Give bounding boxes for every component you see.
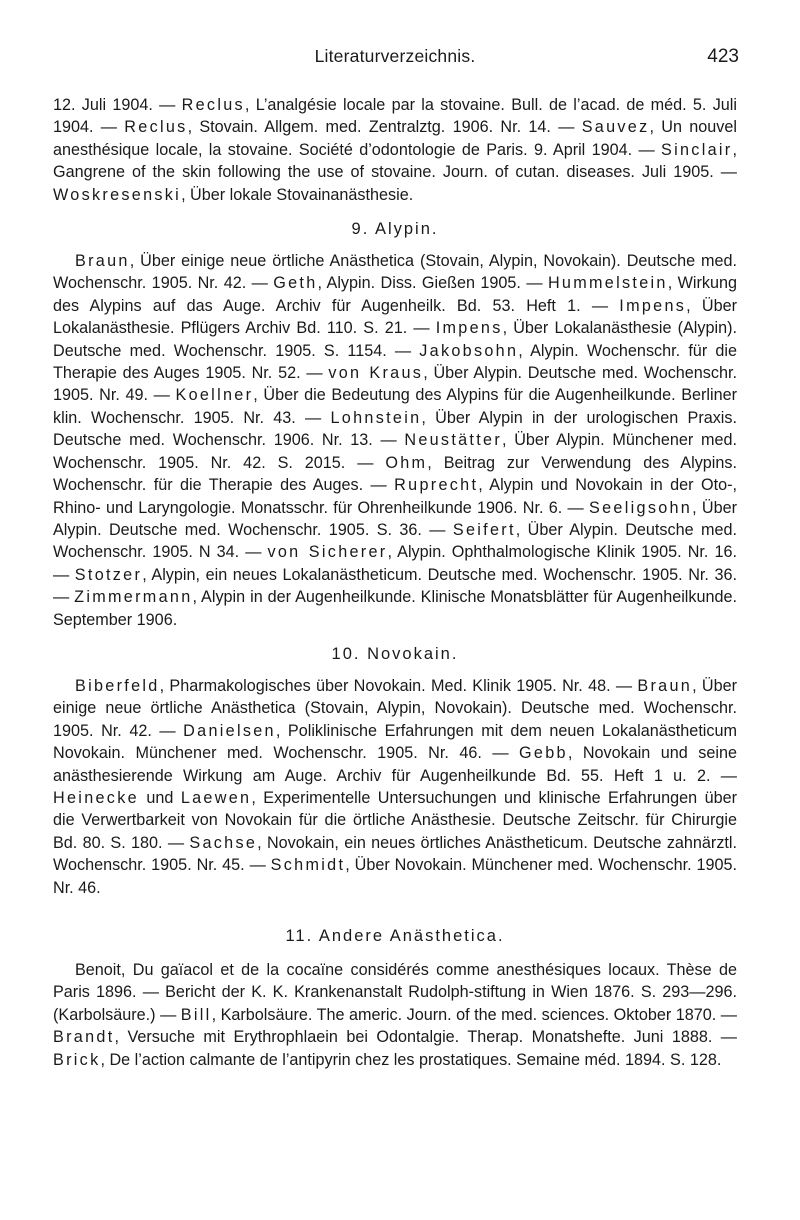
citation-text: , Pharmakologisches über Novokain. Med. Klinik 1905. Nr. 48. —	[159, 676, 638, 695]
author-name: Sauvez	[581, 118, 650, 137]
author-name: Neustätter	[404, 431, 503, 450]
author-name: Geth	[273, 274, 318, 293]
book-page	[53, 0, 739, 1069]
author-name: Biberfeld	[75, 676, 160, 695]
citation-text: , Über Alypin. Deutsche med. Wochenschr. 1905. N 34. —	[53, 520, 737, 562]
citation-text: , Über Lokalanästhesie. Pflügers Archiv Bd. 110. S. 21. —	[53, 296, 737, 338]
citation-text: , Karbolsäure. The americ. Journ. of the med. sciences. Oktober 1870. —	[211, 1005, 737, 1024]
citation-text: , Über einige neue örtliche Anästhetica (Stovain, Alypin, Novokain). Deutsche med. Wochenschr. 1905. Nr. 42. —	[53, 676, 737, 740]
citation-text: , Un nouvel anesthésique locale, la stovaine. Société d’odontologie de Paris. 9. April 1904. —	[53, 118, 737, 159]
citation-text: , Alypin. Wochenschr. für die Therapie des Auges 1905. Nr. 52. —	[53, 341, 737, 383]
author-name: Impens	[435, 319, 503, 338]
author-name: Koellner	[175, 386, 254, 405]
citation-text: , Über einige neue örtliche Anästhetica (Stovain, Alypin, Novokain). Deutsche med. Wochenschr. 1905. Nr. 42. —	[53, 252, 737, 293]
author-name: Danielsen	[183, 721, 276, 740]
citation-text: , Alypin, ein neues Lokalanästheticum. Deutsche med. Wochenschr. 1905. Nr. 36. —	[53, 565, 737, 607]
citation-text: , Über die Bedeutung des Alypins für die Augenheilkunde. Berliner klin. Wochenschr. 1905. Nr. 43. —	[53, 386, 737, 427]
author-name: von Kraus	[328, 364, 424, 383]
citation-text: , Über Alypin. Münchener med. Wochenschr. 1905. Nr. 42. S. 2015. —	[53, 431, 737, 472]
author-name: Braun	[75, 252, 130, 271]
page-number: 423	[707, 46, 739, 67]
citation-text: , Du gaïacol et de la cocaïne considérés comme anesthésiques locaux. Thèse de Paris 1896. —	[53, 961, 737, 1002]
citation-text: , Alypin in der Augenheilkunde. Klinische Monatsblätter für Augenheilkunde. September 1906.	[53, 588, 738, 629]
alypin-references	[53, 250, 737, 631]
section-heading-alypin: 9. Alypin.	[351, 220, 439, 239]
andere-anaesthetica-references	[53, 959, 737, 1071]
author-name: von Sicherer	[267, 543, 388, 562]
author-name: Stotzer	[74, 565, 143, 584]
author-name: Ruprecht	[394, 476, 479, 495]
author-name: Impens	[619, 296, 687, 315]
author-name: Brick	[53, 1050, 101, 1069]
citation-text: , Poliklinische Erfahrungen mit dem neuen Lokalanästheticum Novokain. Münchener med. Wochenschr. 1905. Nr. 46. —	[53, 721, 737, 763]
citation-text: , Stovain. Allgem. med. Zentralztg. 1906. Nr. 14. —	[187, 118, 582, 137]
citation-text: , Wirkung des Alypins auf das Auge. Archiv für Augenheilk. Bd. 53. Heft 1. —	[53, 274, 737, 315]
citation-text: und	[138, 788, 181, 807]
citation-text: , Über lokale Stovainanästhesie.	[181, 185, 414, 204]
citation-text: , Über Alypin in der urologischen Praxis. Deutsche med. Wochenschr. 1906. Nr. 13. —	[53, 408, 737, 450]
citation-text: , Alypin. Diss. Gießen 1905. —	[317, 274, 548, 293]
citation-text: , Alypin und Novokain in der Oto-, Rhino- und Laryngologie. Monatsschr. für Ohrenheilkunde 1906. Nr. 6. —	[53, 476, 737, 517]
author-name: Seeligsohn	[589, 498, 693, 517]
citation-text: , Über Alypin. Deutsche med. Wochenschr. 1905. S. 36. —	[53, 498, 737, 539]
author-name: Hummelstein	[547, 274, 668, 293]
citation-text: , Versuche mit Erythrophlaein bei Odontalgie. Therap. Monatshefte. Juni 1888. —	[114, 1028, 737, 1047]
citation-text: , De l’action calmante de l’antipyrin chez les prostatiques. Semaine méd. 1894. S. 128.	[100, 1050, 722, 1069]
author-name: Heinecke	[53, 788, 139, 807]
section-heading-novokain: 10. Novokain.	[331, 644, 459, 663]
citation-text: , Alypin. Ophthalmologische Klinik 1905. Nr. 16. —	[53, 543, 737, 584]
author-name: Reclus	[181, 96, 245, 114]
citation-text: Bericht der K. K. Krankenanstalt Rudolph-stiftung in Wien 1876. S. 293—296. (Karbolsäure.) —	[53, 983, 737, 1024]
continuation-paragraph	[53, 94, 737, 206]
author-name: Woskresenski	[53, 185, 182, 204]
citation-text: , Novokain und seine anästhesierende Wirkung am Auge. Archiv für Augenheilkunde Bd. 55. Heft 1 u. 2. —	[53, 744, 737, 785]
citation-text: Benoit	[75, 961, 121, 979]
author-name: Jakobsohn	[419, 341, 519, 360]
citation-text: , Über Novokain. Münchener med. Wochenschr. 1905. Nr. 46.	[53, 856, 737, 897]
citation-text: , Experimentelle Untersuchungen und klinische Erfahrungen über die Verwertbarkeit von Novokain für die örtliche Anästhesie. Deutsche Zeitschr. für Chirurgie Bd. 80. S. 180. —	[53, 788, 737, 852]
author-name: Sachse	[189, 833, 258, 852]
author-name: Zimmermann	[74, 588, 193, 607]
citation-text: , Novokain, ein neues örtliches Anästheticum. Deutsche zahnärztl. Wochenschr. 1905. Nr. 45. —	[53, 833, 738, 875]
author-name: Ohm	[385, 453, 428, 472]
citation-text: , Über Lokalanästhesie (Alypin). Deutsche med. Wochenschr. 1905. S. 1154. —	[53, 319, 737, 360]
citation-text: 12. Juli 1904. —	[53, 96, 182, 114]
author-name: Seifert	[452, 520, 516, 539]
author-name: Brandt	[53, 1028, 115, 1047]
section-heading-andere-anaesthetica: 11. Andere Anästhetica.	[285, 927, 505, 945]
author-name: Reclus	[124, 118, 188, 137]
author-name: Gebb	[519, 744, 568, 763]
author-name: Schmidt	[270, 856, 346, 875]
page-body	[53, 94, 737, 1071]
citation-text: , Gangrene of the skin following the use of stovaine. Journ. of cutan. diseases. Juli 1905. —	[53, 140, 737, 182]
author-name: Laewen	[180, 788, 252, 807]
citation-text: , Über Alypin. Deutsche med. Wochenschr. 1905. Nr. 49. —	[53, 364, 737, 405]
citation-text: , L’analgésie locale par la stovaine. Bull. de l’acad. de méd. 5. Juli 1904. —	[53, 96, 738, 137]
novokain-references	[53, 675, 737, 899]
author-name: Lohnstein	[330, 408, 422, 427]
running-title: Literaturverzeichnis.	[314, 46, 476, 66]
running-head	[53, 0, 739, 67]
author-name: Bill	[180, 1005, 212, 1024]
author-name: Braun	[637, 676, 693, 695]
citation-text: , Beitrag zur Verwendung des Alypins. Wochenschr. für die Therapie des Auges. —	[53, 453, 737, 495]
author-name: Sinclair	[661, 140, 733, 159]
